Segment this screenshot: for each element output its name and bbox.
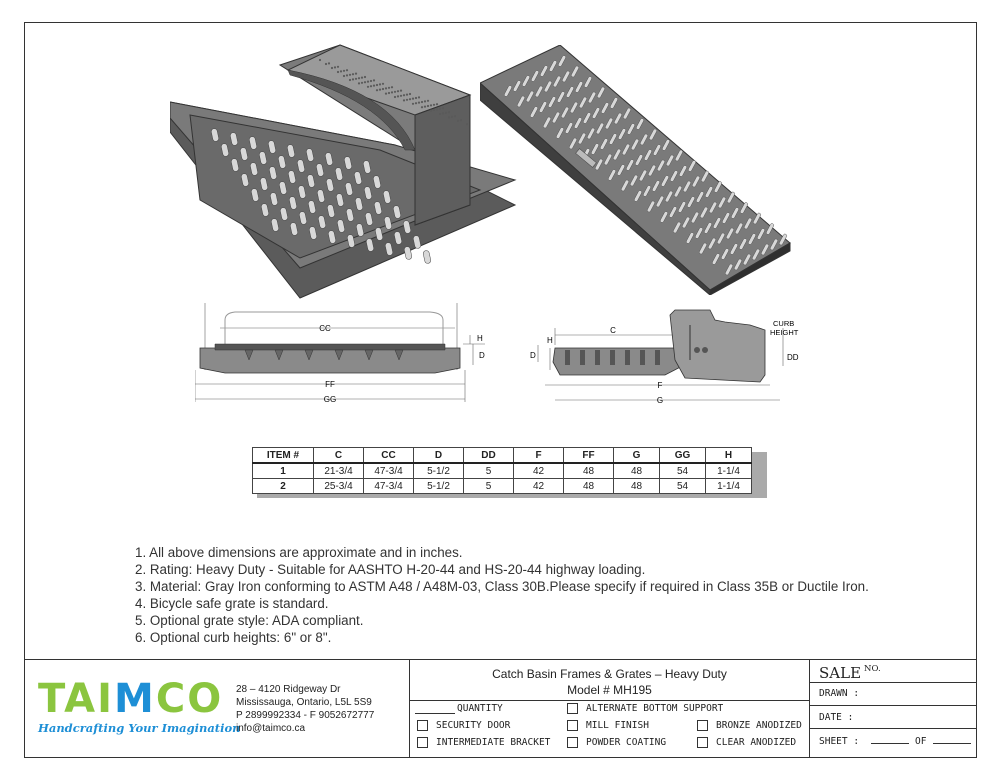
option-label: MILL FINISH bbox=[586, 720, 649, 731]
curb-box-texture-dot bbox=[406, 99, 408, 101]
table-cell: 5 bbox=[464, 463, 514, 479]
table-cell: 1-1/4 bbox=[706, 463, 752, 479]
curb-box-texture-dot bbox=[337, 71, 339, 73]
curb-box-texture-dot bbox=[403, 99, 405, 101]
curb-box-texture-dot bbox=[373, 79, 375, 81]
curb-box-texture-dot bbox=[436, 108, 438, 110]
option-label: QUANTITY bbox=[457, 703, 503, 714]
option-powder-coating[interactable] bbox=[567, 737, 666, 748]
table-cell: 1-1/4 bbox=[706, 479, 752, 494]
curb-box-texture-dot bbox=[427, 100, 429, 102]
curb-box-texture-dot bbox=[331, 67, 333, 69]
curb-box-texture-dot bbox=[388, 87, 390, 89]
checkbox[interactable] bbox=[567, 720, 578, 731]
curb-box-texture-dot bbox=[436, 103, 438, 105]
curb-box-texture-dot bbox=[448, 111, 450, 113]
note-item: 1. All above dimensions are approximate and in inches. bbox=[135, 545, 463, 560]
checkbox[interactable] bbox=[417, 720, 428, 731]
curb-box-texture-dot bbox=[442, 112, 444, 114]
note-item: 4. Bicycle safe grate is standard. bbox=[135, 596, 329, 611]
curb-box-texture-dot bbox=[424, 106, 426, 108]
curb-box-texture-dot bbox=[445, 112, 447, 114]
table-cell: 5 bbox=[464, 479, 514, 494]
table-cell: 54 bbox=[660, 463, 706, 479]
title-block bbox=[24, 659, 977, 758]
curb-box-texture-dot bbox=[406, 94, 408, 96]
curb-box-texture-dot bbox=[442, 107, 444, 109]
table-cell: 5-1/2 bbox=[414, 479, 464, 494]
curb-box-texture-dot bbox=[367, 86, 369, 88]
curb-box-texture-dot bbox=[439, 108, 441, 110]
option-bronze-anodized[interactable] bbox=[697, 720, 802, 731]
sheet-number-line bbox=[871, 734, 909, 744]
option-label: ALTERNATE BOTTOM SUPPORT bbox=[586, 703, 724, 714]
option-label: INTERMEDIATE BRACKET bbox=[436, 737, 551, 748]
divider bbox=[409, 700, 809, 701]
date-field: DATE : bbox=[819, 712, 854, 723]
curb-box-texture-dot bbox=[334, 66, 336, 68]
option-label: CLEAR ANODIZED bbox=[716, 737, 797, 748]
company-logo bbox=[38, 676, 241, 735]
curb-box-texture-dot bbox=[448, 116, 450, 118]
curb-box-texture-dot bbox=[454, 115, 456, 117]
curb-box-texture-dot bbox=[319, 59, 321, 61]
table-cell: 47-3/4 bbox=[364, 479, 414, 494]
dim-label-curb-line2: HEIGHT bbox=[770, 328, 799, 337]
curb-box-texture-dot bbox=[376, 84, 378, 86]
frame-section-view-right bbox=[525, 300, 810, 405]
table-cell: 5-1/2 bbox=[414, 463, 464, 479]
curb-box-texture-dot bbox=[385, 87, 387, 89]
sale-no-label: NO. bbox=[864, 664, 881, 674]
curb-box-texture-dot bbox=[361, 77, 363, 79]
dim-label-h: H bbox=[477, 334, 483, 343]
table-header-cell: CC bbox=[364, 448, 414, 464]
table-cell: 2 bbox=[253, 479, 314, 494]
curb-box-texture-dot bbox=[379, 89, 381, 91]
checkbox[interactable] bbox=[567, 737, 578, 748]
curb-box-texture-dot bbox=[409, 98, 411, 100]
notes-list bbox=[135, 544, 869, 646]
curb-box-texture-dot bbox=[376, 89, 378, 91]
curb-box-texture-dot bbox=[355, 73, 357, 75]
quantity-field[interactable] bbox=[415, 703, 503, 714]
table-row bbox=[253, 463, 752, 479]
curb-box-texture-dot bbox=[424, 100, 426, 102]
table-header-cell: G bbox=[614, 448, 660, 464]
divider bbox=[809, 659, 810, 758]
table-header-cell: H bbox=[706, 448, 752, 464]
table-cell: 48 bbox=[564, 463, 614, 479]
curb-box-texture-dot bbox=[439, 113, 441, 115]
curb-box-texture-dot bbox=[460, 119, 462, 121]
frame-section-view-left bbox=[195, 298, 495, 408]
dim-label-gg: GG bbox=[323, 395, 337, 404]
curb-box-texture-dot bbox=[394, 96, 396, 98]
curb-box-texture-dot bbox=[397, 95, 399, 97]
table-cell: 47-3/4 bbox=[364, 463, 414, 479]
curb-box-texture-dot bbox=[349, 74, 351, 76]
curb-box-texture-dot bbox=[433, 104, 435, 106]
curb-box-texture-dot bbox=[355, 78, 357, 80]
dim-label-d-right: D bbox=[530, 351, 536, 360]
option-label: BRONZE ANODIZED bbox=[716, 720, 802, 731]
checkbox[interactable] bbox=[567, 703, 578, 714]
table-cell: 48 bbox=[614, 479, 660, 494]
option-mill-finish[interactable] bbox=[567, 720, 649, 731]
curb-box-texture-dot bbox=[337, 66, 339, 68]
table-cell: 48 bbox=[614, 463, 660, 479]
note-item: 5. Optional grate style: ADA compliant. bbox=[135, 613, 364, 628]
option-clear-anodized[interactable] bbox=[697, 737, 796, 748]
sale-number-field bbox=[819, 664, 881, 682]
grate-isometric-illustration bbox=[480, 45, 800, 295]
note-item: 3. Material: Gray Iron conforming to ASTM A48 / A48M-03, Class 30B.Please specify if required in Class 35B or Ductile Iron. bbox=[135, 579, 869, 594]
logo-text-part: M bbox=[114, 676, 156, 722]
table-cell: 42 bbox=[514, 479, 564, 494]
curb-box-texture-dot bbox=[430, 104, 432, 106]
curb-box-texture-dot bbox=[421, 106, 423, 108]
curb-box-texture-dot bbox=[388, 92, 390, 94]
curb-box-texture-dot bbox=[364, 76, 366, 78]
address-line: 28 – 4120 Ridgeway Dr bbox=[236, 684, 341, 695]
dim-label-f: F bbox=[657, 381, 663, 390]
table-header-cell: C bbox=[314, 448, 364, 464]
curb-box-texture-dot bbox=[415, 102, 417, 104]
sheet-label: SHEET : bbox=[819, 736, 860, 747]
dim-label-d: D bbox=[479, 351, 485, 360]
curb-box-texture-dot bbox=[346, 74, 348, 76]
table-cell: 48 bbox=[564, 479, 614, 494]
curb-box-texture-dot bbox=[421, 101, 423, 103]
curb-box-texture-dot bbox=[412, 103, 414, 105]
curb-box-texture-dot bbox=[361, 82, 363, 84]
curb-box-texture-dot bbox=[433, 109, 435, 111]
curb-box-texture-dot bbox=[451, 116, 453, 118]
divider bbox=[809, 728, 977, 729]
dim-label-g: G bbox=[656, 396, 664, 405]
dim-label-ff: FF bbox=[325, 380, 335, 389]
curb-box-texture-dot bbox=[415, 97, 417, 99]
dim-label-cc: CC bbox=[319, 324, 331, 333]
curb-box-texture-dot bbox=[466, 123, 468, 125]
table-cell: 54 bbox=[660, 479, 706, 494]
sheet-total-line bbox=[933, 734, 971, 744]
divider bbox=[809, 682, 977, 683]
curb-box-texture-dot bbox=[397, 90, 399, 92]
dim-label-h-right: H bbox=[547, 336, 553, 345]
curb-box-texture-dot bbox=[325, 63, 327, 65]
curb-box-texture-dot bbox=[367, 81, 369, 83]
curb-box-texture-dot bbox=[364, 81, 366, 83]
curb-box-texture-dot bbox=[400, 90, 402, 92]
dim-label-c: C bbox=[610, 326, 616, 335]
curb-box-texture-dot bbox=[391, 86, 393, 88]
table-cell: 21-3/4 bbox=[314, 463, 364, 479]
option-security-door[interactable] bbox=[417, 720, 510, 731]
divider bbox=[809, 705, 977, 706]
drawing-title: Catch Basin Frames & Grates – Heavy Duty bbox=[492, 667, 727, 681]
logo-wordmark bbox=[38, 676, 224, 722]
logo-text-part: TAI bbox=[38, 676, 115, 722]
curb-box-texture-dot bbox=[328, 62, 330, 64]
table-cell: 25-3/4 bbox=[314, 479, 364, 494]
table-header-cell: D bbox=[414, 448, 464, 464]
note-item: 2. Rating: Heavy Duty - Suitable for AASHTO H-20-44 and HS-20-44 highway loading. bbox=[135, 562, 646, 577]
curb-box-texture-dot bbox=[349, 79, 351, 81]
curb-box-texture-dot bbox=[400, 95, 402, 97]
curb-box-texture-dot bbox=[385, 93, 387, 95]
note-item: 6. Optional curb heights: 6" or 8". bbox=[135, 630, 332, 645]
curb-box-texture-dot bbox=[370, 80, 372, 82]
curb-box-texture-dot bbox=[391, 91, 393, 93]
option-label: SECURITY DOOR bbox=[436, 720, 511, 731]
model-number: Model # MH195 bbox=[567, 683, 652, 697]
dim-label-dd: DD bbox=[787, 353, 799, 362]
checkbox[interactable] bbox=[697, 737, 708, 748]
curb-box-texture-dot bbox=[352, 78, 354, 80]
table-header-row bbox=[253, 448, 752, 464]
curb-box-texture-dot bbox=[358, 82, 360, 84]
sheet-field bbox=[819, 734, 971, 747]
curb-box-texture-dot bbox=[412, 98, 414, 100]
table-header-cell: ITEM # bbox=[253, 448, 314, 464]
option-label: POWDER COATING bbox=[586, 737, 667, 748]
curb-box-texture-dot bbox=[394, 91, 396, 93]
of-label: OF bbox=[915, 736, 927, 747]
curb-box-texture-dot bbox=[370, 85, 372, 87]
curb-box-texture-dot bbox=[346, 69, 348, 71]
curb-box-texture-dot bbox=[343, 75, 345, 77]
curb-box-texture-dot bbox=[409, 93, 411, 95]
address-line: Mississauga, Ontario, L5L 5S9 bbox=[236, 697, 372, 708]
curb-box-texture-dot bbox=[382, 83, 384, 85]
company-address bbox=[236, 683, 374, 735]
curb-box-texture-dot bbox=[430, 110, 432, 112]
curb-box-texture-dot bbox=[373, 85, 375, 87]
curb-box-texture-dot bbox=[418, 96, 420, 98]
table-header-cell: DD bbox=[464, 448, 514, 464]
dim-label-curb-line1: CURB bbox=[773, 319, 795, 328]
curb-box-texture-dot bbox=[403, 94, 405, 96]
curb-box-texture-dot bbox=[343, 70, 345, 72]
checkbox[interactable] bbox=[697, 720, 708, 731]
drawn-by-field: DRAWN : bbox=[819, 688, 860, 699]
curb-box-texture-dot bbox=[427, 105, 429, 107]
table-cell: 42 bbox=[514, 463, 564, 479]
table-header-cell: GG bbox=[660, 448, 706, 464]
quantity-underline bbox=[415, 703, 455, 714]
address-line: info@taimco.ca bbox=[236, 723, 306, 734]
logo-text-part: CO bbox=[155, 676, 224, 722]
option-alternate-bottom-support[interactable] bbox=[567, 703, 723, 714]
logo-tagline: Handcrafting Your Imagination bbox=[38, 721, 241, 735]
option-intermediate-bracket[interactable] bbox=[417, 737, 550, 748]
frame-grate-slot bbox=[423, 250, 432, 264]
curb-box-texture-dot bbox=[457, 120, 459, 122]
divider bbox=[24, 659, 977, 660]
curb-box-texture-dot bbox=[379, 83, 381, 85]
table-row bbox=[253, 479, 752, 494]
curb-box-texture-dot bbox=[382, 88, 384, 90]
curb-box-texture-dot bbox=[358, 77, 360, 79]
curb-box-texture-dot bbox=[418, 102, 420, 104]
checkbox[interactable] bbox=[417, 737, 428, 748]
table-header-cell: F bbox=[514, 448, 564, 464]
address-line: P 2899992334 - F 9052672777 bbox=[236, 710, 375, 721]
curb-box-texture-dot bbox=[352, 73, 354, 75]
curb-box-texture-dot bbox=[340, 70, 342, 72]
table-cell: 1 bbox=[253, 463, 314, 479]
dimension-table bbox=[252, 447, 752, 494]
sale-label: SALE bbox=[819, 664, 862, 682]
table-header-cell: FF bbox=[564, 448, 614, 464]
